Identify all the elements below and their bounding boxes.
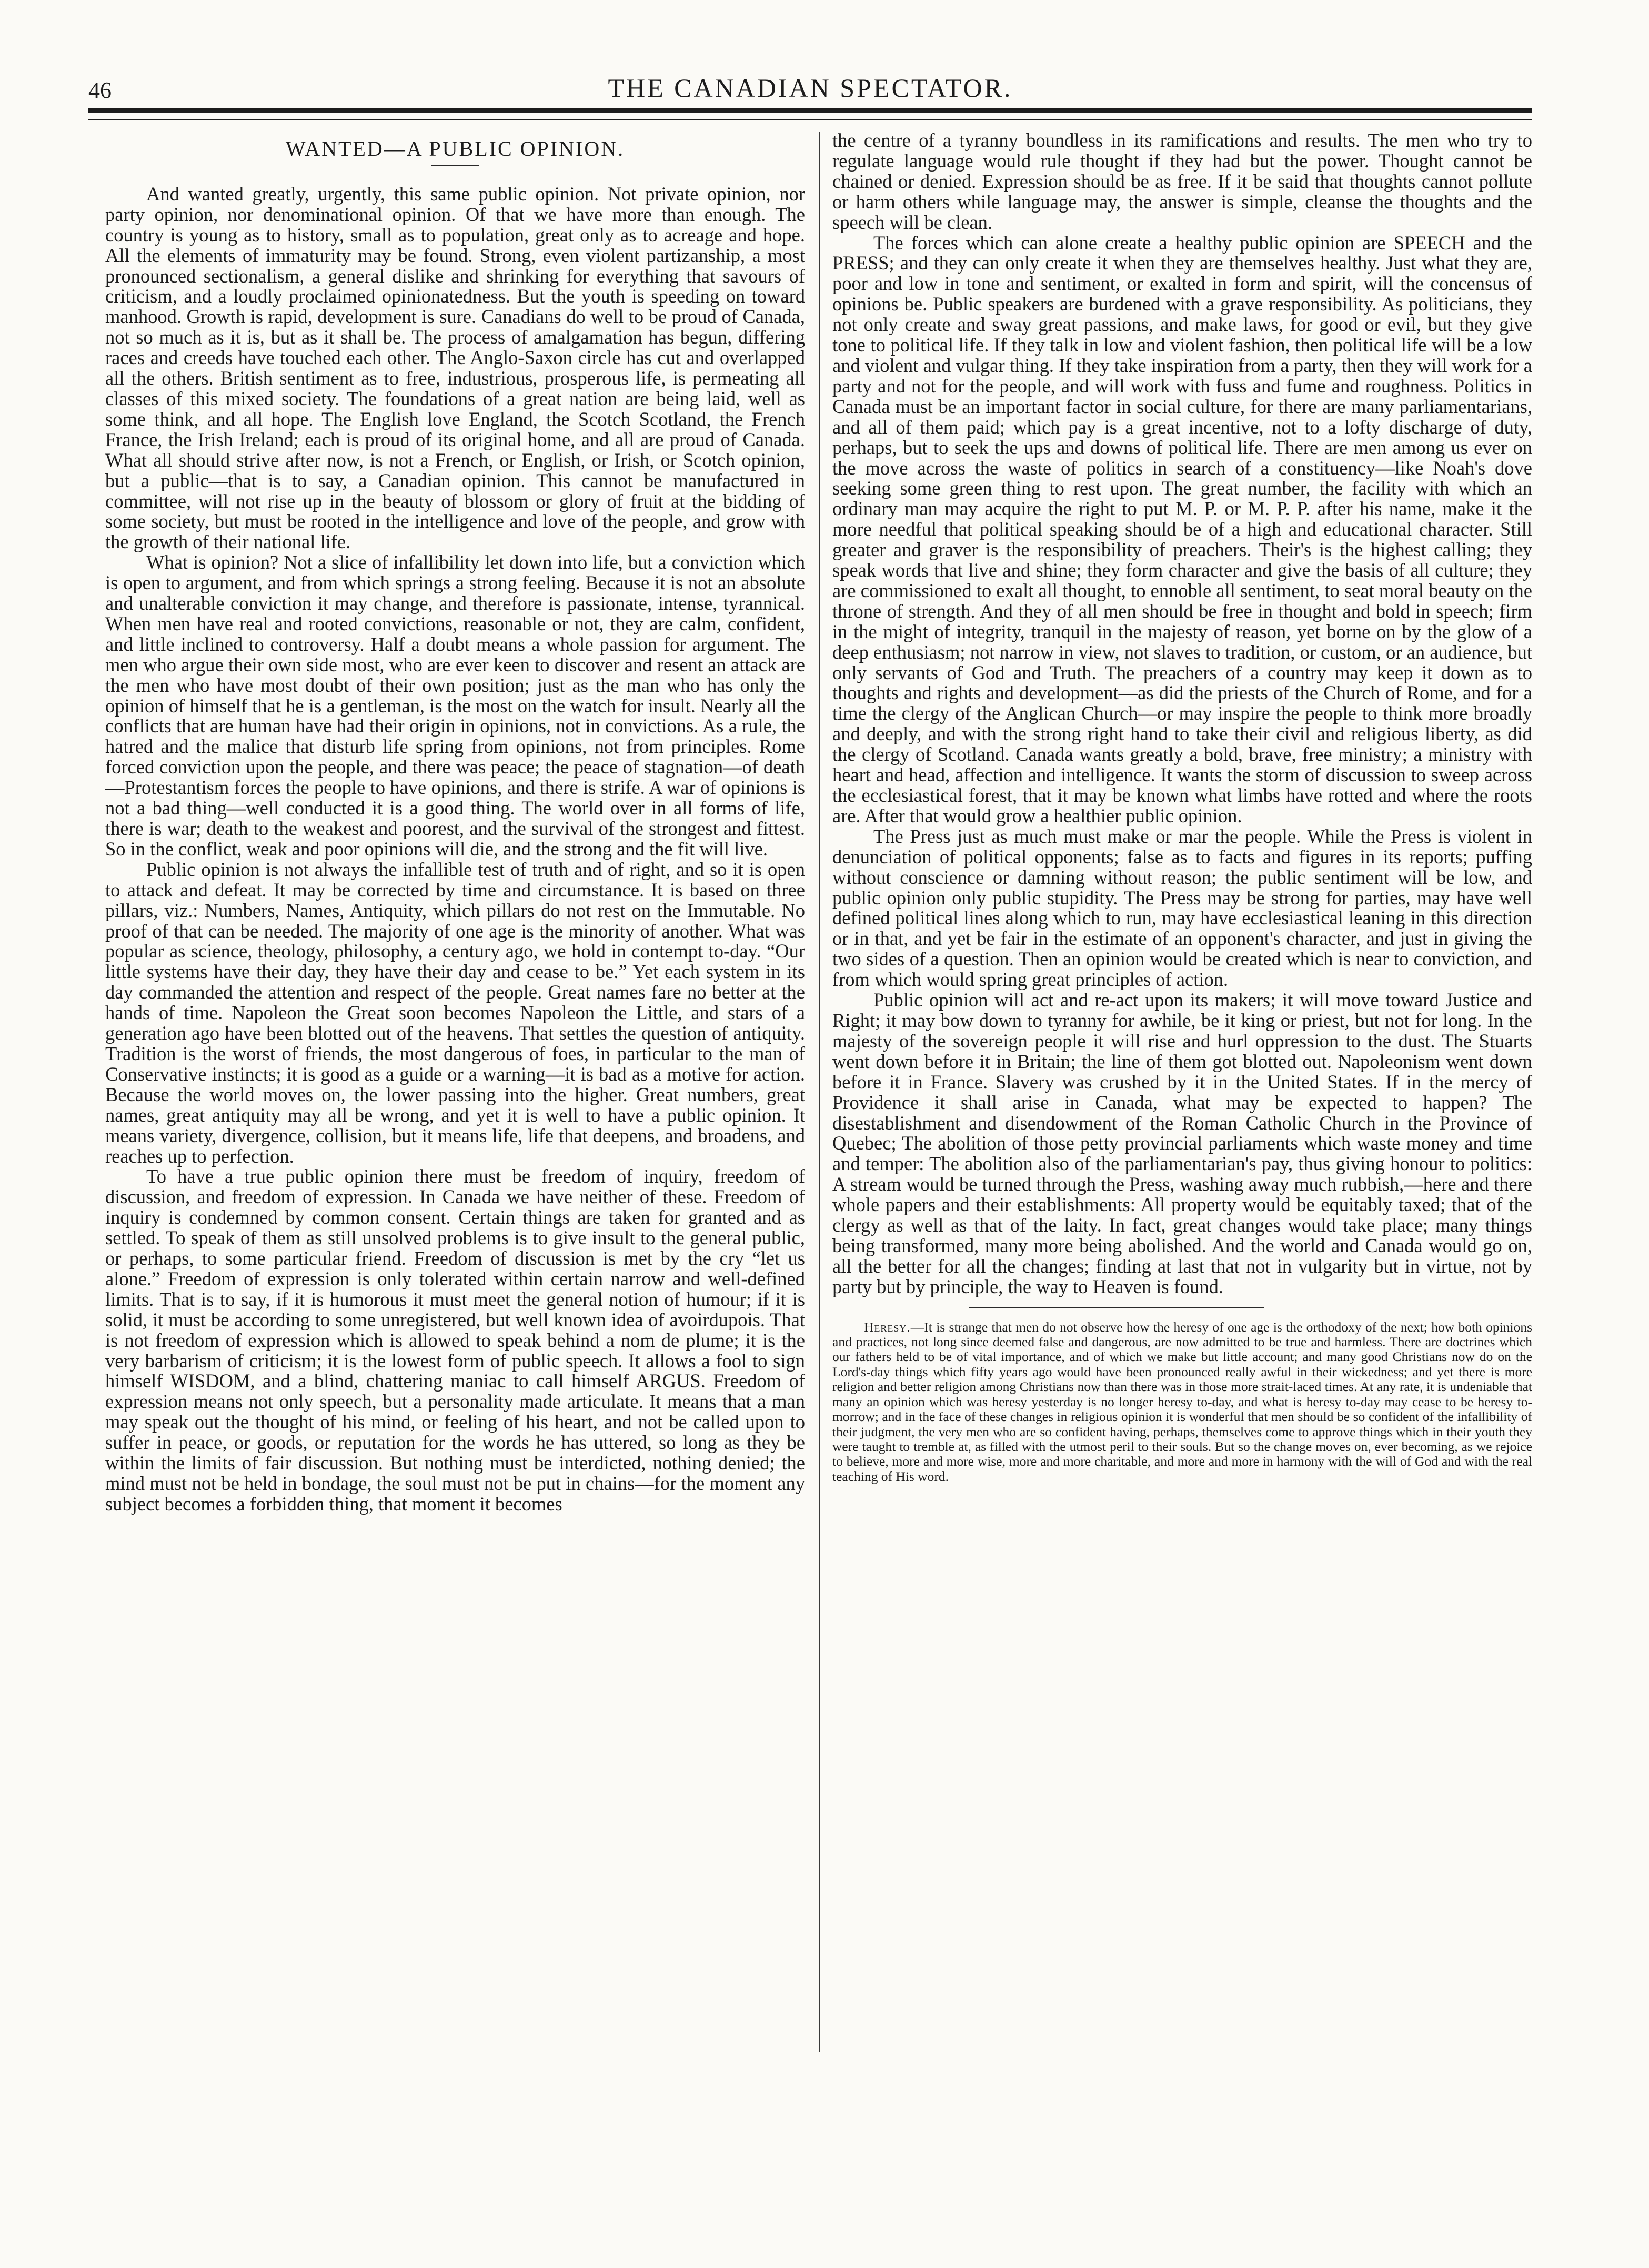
column-left (105, 130, 805, 1515)
article-paragraph: the centre of a tyranny boundless in its ramifications and results. The men who try to regulate language would rule thought if they had but the power. Thought cannot be chained or denied. Expression should be as free. If it be said that thoughts cannot pollute or harm others while language may, the answer is simple, cleanse the thoughts and the speech will be clean. (832, 129, 1532, 233)
column-right (832, 130, 1532, 1484)
article-paragraph: Public opinion is not always the infallible test of truth and of right, and so it is open to attack and defeat. It may be corrected by time and circumstance. It is based on three pillars, viz.: Numbers, Names, Antiquity, which pillars do not rest on the Immutable. No proof of that can be needed. The majority of one age is the minority of another. What was popular as science, theology, philosophy, a century ago, we hold in contempt to-day. “Our little systems have their day, they have their day and cease to be.” Yet each system in its day commanded the attention and respect of the people. Great names fare no better at the hands of time. Napoleon the Great soon becomes Napoleon the Little, and stars of a generation ago have been blotted out of the heavens. That settles the question of antiquity. Tradition is the worst of friends, the most dangerous of foes, in particular to the man of Conservative instincts; it is good as a guide or a warning—it is bad as a motive for action. Because the world moves on, the lower passing into the higher. Great numbers, great names, great antiquity may all be wrong, and yet it is well to have a public opinion. It means variety, divergence, collision, but it means life, life that deepens, and broadens, and reaches up to perfection. (105, 858, 805, 1167)
masthead (88, 73, 1532, 103)
footnote-rule (969, 1307, 1264, 1308)
article-paragraph: The forces which can alone create a healthy public opinion are SPEECH and the PRESS; and they can only create it when they are themselves healthy. Just what they are, poor and low in tone and sentiment, or exalted in form and spirit, will the concensus of opinions be. Public speakers are burdened with a grave responsibility. As politicians, they not only create and sway great passions, and make laws, for good or evil, but they give tone to political life. If they talk in low and violent fashion, then political life will be a low and violent and vulgar thing. If they take inspiration from a party, then they will work for a party and not for the people, and will work with fuss and fume and roughness. Politics in Canada must be an important factor in social culture, for there are many parliamentarians, and all of them paid; which pay is a great incentive, not to a lofty discharge of duty, perhaps, but to seek the ups and downs of political life. There are men among us ever on the move across the waste of politics in search of a constituency—like Noah's dove seeking some green thing to rest upon. The great number, the facility with which an ordinary man may acquire the right to put M. P. or M. P. P. after his name, make it the more needful that political speaking should be of a high and educational character. Still greater and graver is the responsibility of preachers. Their's is the highest calling; they speak words that live and shine; they form character and give the basis of all culture; they are commissioned to exalt all thought, to ennoble all sentiment, to seat moral beauty on the throne of strength. And they of all men should be free in thought and bold in speech; firm in the might of integrity, tranquil in the majesty of reason, yet borne on by the glow of a deep enthusiasm; not narrow in view, not slaves to tradition, or custom, or an audience, but only servants of God and Truth. The preachers of a country may keep it down as to thoughts and rights and development—as did the priests of the Church of Rome, and for a time the clergy of the Anglican Church—or may inspire the people to think more broadly and deeply, and with the strong right hand to take their civil and religious liberty, as did the clergy of Scotland. Canada wants greatly a bold, brave, free ministry; a ministry with heart and head, affection and intelligence. It wants the storm of discussion to sweep across the ecclesiastical forest, that it may be known what limbs have rotted and where the roots are. After that would grow a healthier public opinion. (832, 231, 1532, 826)
footnote (832, 1320, 1532, 1484)
journal-title: THE CANADIAN SPECTATOR. (608, 73, 1013, 103)
page-number: 46 (88, 77, 112, 103)
footnote-text: —It is strange that men do not observe how the heresy of one age is the orthodoxy of the next; how both opinions and practices, not long since deemed false and dangerous, are now admitted to be true and harmless. There are doctrines which our fathers held to be of vital importance, and of which we make but little account; and many good Christians now do on the Lord's-day things which fifty years ago would have been pronounced really awful in their wickedness; and yet there is more religion and better religion among Christians now than there was in those more strait-laced times. At any rate, it is undeniable that many an opinion which was heresy yesterday is no longer heresy to-day, and what is heresy to-day may cease to be heresy to-morrow; and in the face of these changes in religious opinion it is wonderful that men should be so confident of the infallibility of their judgment, the very men who are so confident having, perhaps, themselves come to approve things which in their youth they were taught to tremble at, as filled with the utmost peril to their souls. But so the change moves on, ever becoming, as we rejoice to believe, more and more wise, more and more charitable, and more and more in harmony with the will of God and with the real teaching of His word. (832, 1319, 1532, 1484)
article-title: WANTED—A PUBLIC OPINION. (285, 137, 625, 160)
header-rule-thick (88, 108, 1532, 113)
article-paragraph: The Press just as much must make or mar the people. While the Press is violent in denunciation of political opponents; false as to facts and figures in its reports; puffing without conscience or damning without reason; the public sentiment will be low, and public opinion only public stupidity. The Press may be strong for parties, may have well defined political lines along which to run, may have ecclesiastical leaning in this direction or in that, and yet be fair in the estimate of an opponent's character, and just in giving the two sides of a question. Then an opinion would be created which is near to conviction, and from which would spring great principles of action. (832, 825, 1532, 991)
article-paragraph: And wanted greatly, urgently, this same public opinion. Not private opinion, nor party opinion, nor denominational opinion. Of that we have more than enough. The country is young as to history, small as to population, great only as to acreage and hope. All the elements of immaturity may be found. Strong, even violent partizanship, a most pronounced sectionalism, a general dislike and shrinking for everything that savours of criticism, and a loudly proclaimed opinionatedness. But the youth is speeding on toward manhood. Growth is rapid, development is sure. Canadians do well to be proud of Canada, not so much as it is, but as it shall be. The process of amalgamation has begun, differing races and creeds have touched each other. The Anglo-Saxon circle has cut and overlapped all the others. British sentiment as to free, industrious, prosperous life, is permeating all classes of this mixed society. The foundations of a great nation are being laid, well as some think, and all hope. The English love England, the Scotch Scotland, the French France, the Irish Ireland; each is proud of its original home, and all are proud of Canada. What all should strive after now, is not a French, or English, or Irish, or Scotch opinion, but a public—that is to say, a Canadian opinion. This cannot be manufactured in committee, will not rise up in the beauty of blossom or glory of fruit at the bidding of some society, but must be rooted in the intelligence and love of the people, and grow with the growth of their national life. (105, 183, 805, 553)
column-divider (819, 132, 820, 2052)
title-rule (431, 165, 479, 166)
article-paragraph: To have a true public opinion there must be freedom of inquiry, freedom of discussion, and freedom of expression. In Canada we have neither of these. Freedom of inquiry is condemned by common consent. Certain things are taken for granted and as settled. To speak of them as still unsolved problems is to give insult to the general public, or perhaps, to some particular friend. Freedom of discussion is met by the cry “let us alone.” Freedom of expression is only tolerated within certain narrow and well-defined limits. That is to say, if it is humorous it must meet the general notion of humour; if it is solid, it must be according to some unregistered, but well known idea of avoirdupois. That is not freedom of expression which is allowed to speak behind a nom de plume; it is the very barbarism of criticism; it is the lowest form of public speech. It allows a fool to sign himself WISDOM, and a blind, chattering maniac to call himself ARGUS. Freedom of expression means not only speech, but a personality made articulate. It means that a man may speak out the thought of his mind, or feeling of his heart, and not be called upon to suffer in peace, or goods, or reputation for the words he has uttered, so long as they be within the limits of fair discussion. But nothing must be interdicted, nothing denied; the mind must not be held in bondage, the soul must not be put in chains—for the moment any subject becomes a forbidden thing, that moment it becomes (105, 1165, 805, 1515)
footnote-lead: Heresy. (864, 1319, 911, 1335)
article-paragraph: What is opinion? Not a slice of infallibility let down into life, but a conviction which is open to argument, and from which springs a strong feeling. Because it is not an absolute and unalterable conviction it may change, and therefore is passionate, intense, tyrannical. When men have real and rooted convictions, reasonable or not, they are calm, confident, and little inclined to controversy. Half a doubt means a whole passion for argument. The men who argue their own side most, who are ever keen to discover and resent an attack are the men who have most doubt of their own position; just as the man who has only the opinion of himself that he is a gentleman, is the most on the watch for insult. Nearly all the conflicts that are human have had their origin in opinions, not in convictions. As a rule, the hatred and the malice that disturb life spring from opinions, not from principles. Rome forced conviction upon the people, and there was peace; the peace of stagnation—of death—Protestantism forces the people to have opinions, and there is strife. A war of opinions is not a bad thing—well conducted it is a good thing. The world over in all forms of life, there is war; death to the weakest and poorest, and the survival of the strongest and fittest. So in the conflict, weak and poor opinions will die, and the strong and the fit will live. (105, 551, 805, 860)
header-rule-thin (88, 119, 1532, 120)
article-paragraph: Public opinion will act and re-act upon its makers; it will move toward Justice and Right; it may bow down to tyranny for awhile, be it king or priest, but not for long. In the majesty of the sovereign people it will rise and hurl oppression to the dust. The Stuarts went down before it in Britain; the line of them got blotted out. Napoleonism went down before it in France. Slavery was crushed by it in the United States. If in the mercy of Providence it shall arise in Canada, what may be expected to happen? The disestablishment and disendowment of the Roman Catholic Church in the Province of Quebec; The abolition of those petty provincial parliaments which waste money and time and temper: The abolition also of the parliamentarian's pay, thus giving honour to politics: A stream would be turned through the Press, washing away much rubbish,—here and there whole papers and their establishments: All property would be equitably taxed; that of the clergy as well as that of the laity. In fact, great changes would take place; many things being transformed, many more being abolished. And the world and Canada would go on, all the better for all the changes; finding at last that not in vulgarity but in virtue, not by party but by principle, the way to Heaven is found. (832, 989, 1532, 1297)
